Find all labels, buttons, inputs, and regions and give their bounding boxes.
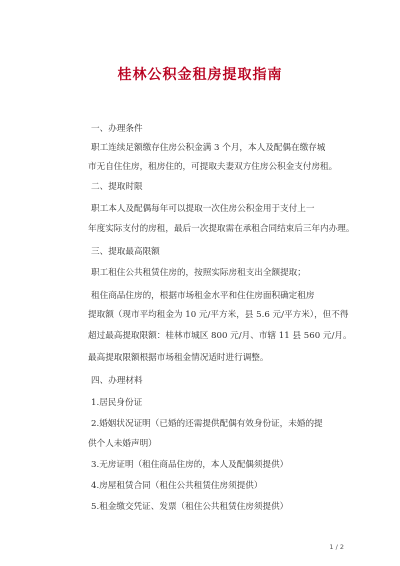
paragraph-line: 年度实际支付的房租，最后一次提取需在承租合同结束后三年内办理。 bbox=[88, 224, 355, 234]
section-heading-materials: 四、办理材料 bbox=[91, 376, 143, 386]
material-item: 2.婚姻状况证明（已婚的还需提供配偶有效身份证，未婚的提 bbox=[91, 419, 323, 429]
material-item: 1.居民身份证 bbox=[91, 398, 143, 408]
page-number: 1 / 2 bbox=[329, 543, 344, 551]
material-item: 5.租金缴交凭证、发票（租住公共租赁住房须提供） bbox=[91, 502, 289, 512]
paragraph-line: 职工本人及配偶每年可以提取一次住房公积金用于支付上一 bbox=[91, 204, 315, 214]
section-heading-conditions: 一、办理条件 bbox=[91, 124, 143, 134]
section-heading-time-limit: 二、提取时限 bbox=[91, 182, 143, 192]
paragraph-line: 职工租住公共租赁住房的，按照实际房租支出全额提取； bbox=[91, 268, 306, 278]
paragraph-line: 超过最高提取限额：桂林市城区 800 元/月、市辖 11 县 560 元/月。 bbox=[88, 331, 352, 341]
paragraph-line: 职工连续足额缴存住房公积金满 3 个月，本人及配偶在缴存城 bbox=[91, 143, 326, 153]
material-item: 3.无房证明（租住商品住房的，本人及配偶须提供） bbox=[91, 460, 289, 470]
paragraph-line: 市无自住住房，租房住的，可提取夫妻双方住房公积金支付房租。 bbox=[88, 162, 338, 172]
paragraph-line: 最高提取限额根据市场租金情况适时进行调整。 bbox=[88, 353, 269, 363]
document-title: 桂林公积金租房提取指南 bbox=[117, 67, 283, 83]
material-item: 4.房屋租赁合同（租住公共租赁住房须提供） bbox=[91, 481, 263, 491]
material-item-continued: 供个人未婚声明） bbox=[88, 439, 157, 449]
paragraph-line: 提取额（现市平均租金为 10 元/平方米，县 5.6 元/平方米），但不得 bbox=[88, 310, 349, 320]
paragraph-line: 租住商品住房的，根据市场租金水平和住住房面积确定租房 bbox=[91, 291, 315, 301]
section-heading-limit: 三、提取最高限额 bbox=[91, 247, 160, 257]
